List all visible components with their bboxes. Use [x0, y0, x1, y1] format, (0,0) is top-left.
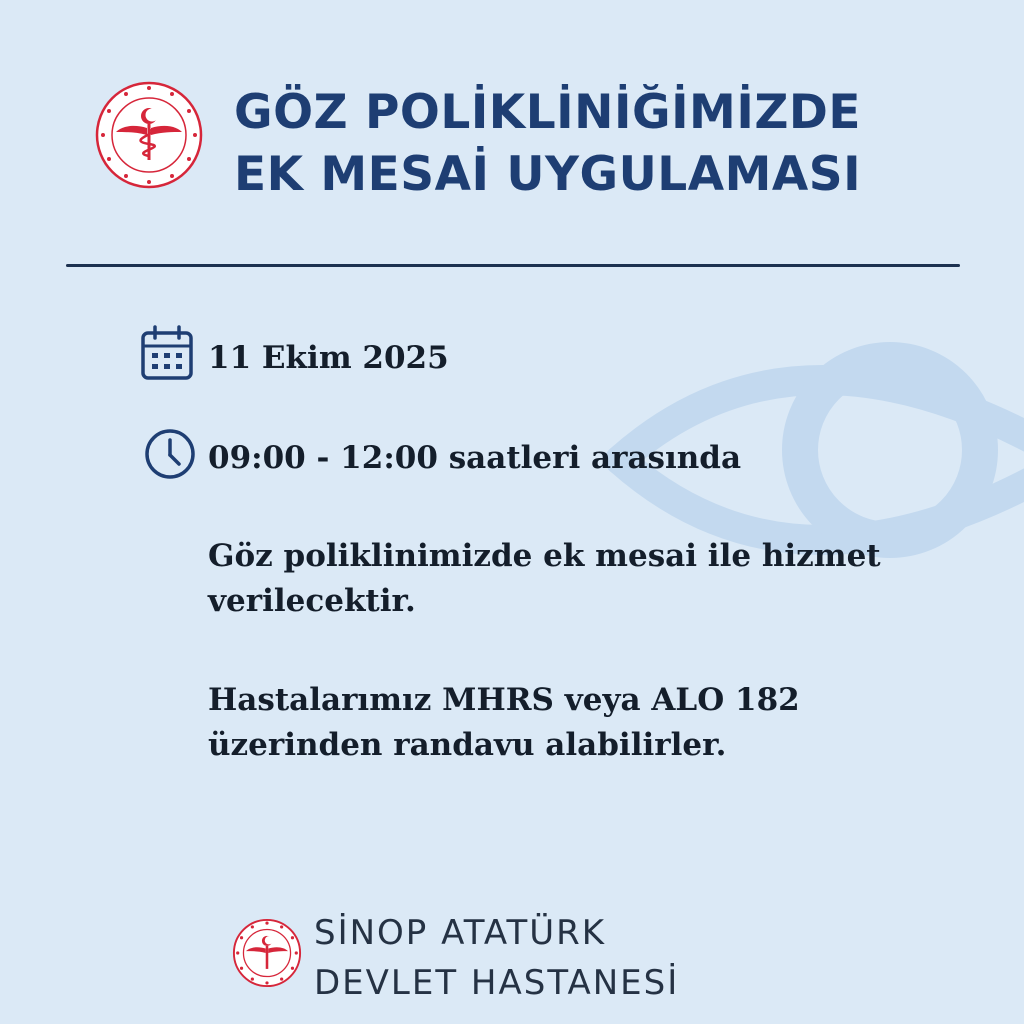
event-date: 11 Ekim 2025 [208, 340, 449, 376]
service-line-2: verilecektir. [208, 583, 416, 619]
ministry-logo-small [232, 918, 302, 988]
clock-icon [144, 428, 196, 480]
appointment-paragraph [208, 678, 948, 768]
ministry-logo [94, 80, 204, 190]
title-divider [66, 264, 960, 267]
title-line-2: EK MESAİ UYGULAMASI [234, 147, 862, 202]
hospital-name-line-1: SİNOP ATATÜRK [314, 913, 607, 953]
appointment-line-2: üzerinden randavu alabilirler. [208, 727, 727, 763]
service-line-1: Göz poliklinimizde ek mesai ile hizmet [208, 538, 881, 574]
hospital-name-line-2: DEVLET HASTANESİ [314, 963, 680, 1003]
appointment-line-1: Hastalarımız MHRS veya ALO 182 [208, 682, 800, 718]
calendar-icon [140, 324, 194, 382]
page-title [234, 82, 994, 206]
title-line-1: GÖZ POLİKLİNİĞİMİZDE [234, 85, 862, 140]
service-paragraph [208, 534, 948, 624]
hospital-name [314, 908, 679, 1008]
event-time: 09:00 - 12:00 saatleri arasında [208, 440, 742, 476]
